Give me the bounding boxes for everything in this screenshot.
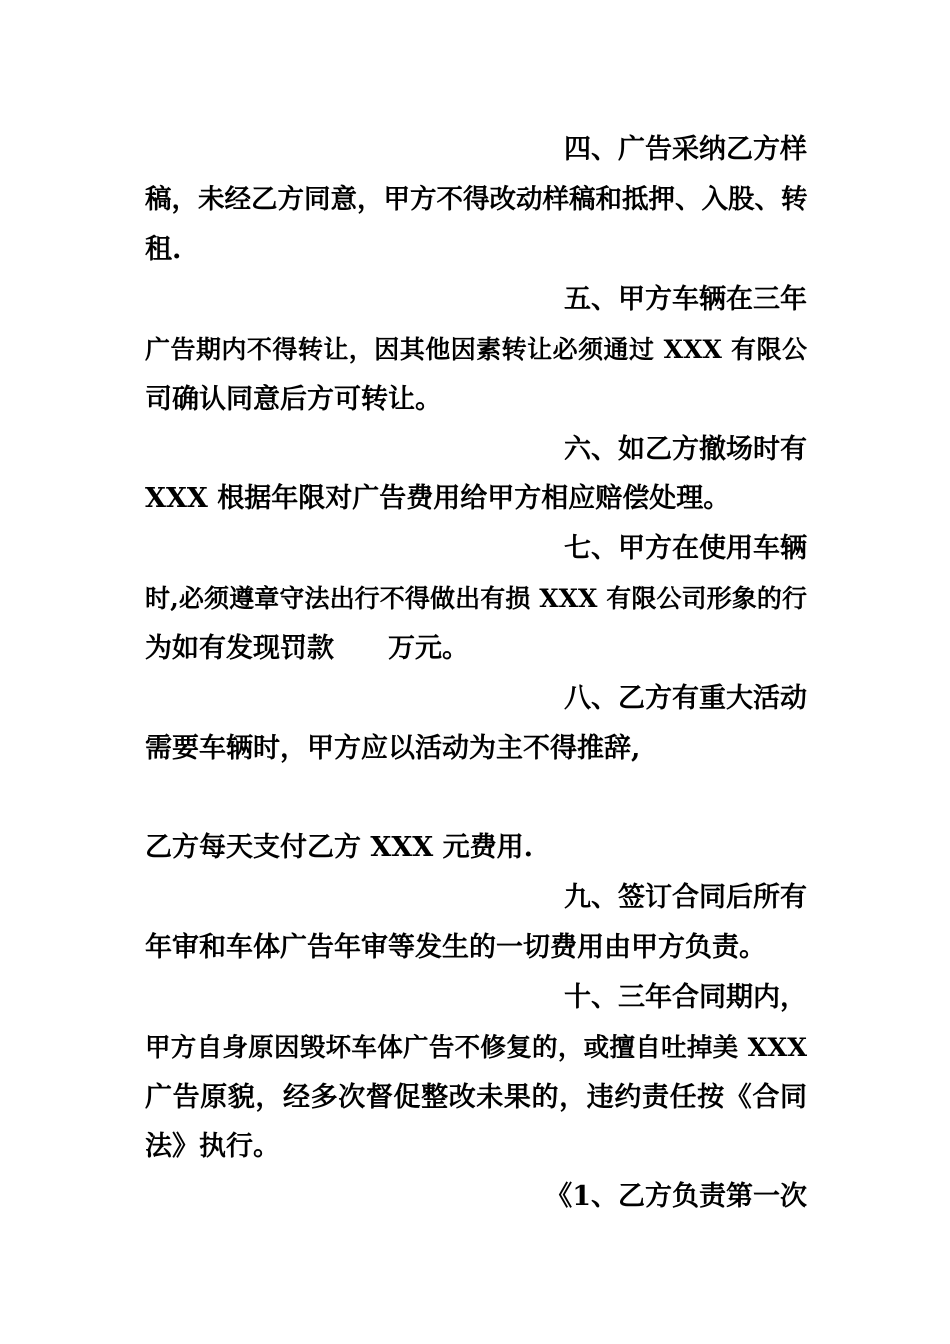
clause-8-text-line-2: 乙方每天支付乙方 XXX 元费用. xyxy=(145,832,534,863)
clause-10-heading: 十、三年合同期内， xyxy=(564,982,807,1013)
clause-6-text-line-1: XXX 根据年限对广告费用给甲方相应赔偿处理。 xyxy=(145,483,731,514)
clause-4-text-line-1: 稿，未经乙方同意，甲方不得改动样稿和抵押、入股、转 xyxy=(145,184,808,215)
clause-5-text-line-1: 广告期内不得转让，因其他因素转让必须通过 XXX 有限公 xyxy=(145,335,807,364)
clause-6-heading: 六、如乙方撤场时有 xyxy=(564,434,807,465)
clause-7-text-line-1: 时,必须遵章守法出行不得做出有损 XXX 有限公司形象的行 xyxy=(145,584,807,613)
clause-8-heading: 八、乙方有重大活动 xyxy=(564,683,807,714)
clause-7-text-line-2: 为如有发现罚款 万元。 xyxy=(145,633,469,664)
sub-clause-1-heading: 《1、乙方负责第一次 xyxy=(545,1181,807,1212)
clause-8-text-line-1: 需要车辆时，甲方应以活动为主不得推辞, xyxy=(145,733,641,764)
clause-10-text-line-3: 法》执行。 xyxy=(145,1131,280,1162)
clause-10-text-line-2: 广告原貌，经多次督促整改未果的，违约责任按《合同 xyxy=(145,1082,807,1113)
clause-7-heading: 七、甲方在使用车辆 xyxy=(564,533,807,564)
clause-5-heading: 五、甲方车辆在三年 xyxy=(564,284,807,315)
clause-9-text-line-1: 年审和车体广告年审等发生的一切费用由甲方负责。 xyxy=(145,932,766,963)
clause-9-heading: 九、签订合同后所有 xyxy=(564,882,807,913)
clause-4-text-line-2: 租. xyxy=(145,234,182,265)
clause-4-heading: 四、广告采纳乙方样 xyxy=(564,134,807,165)
clause-5-text-line-2: 司确认同意后方可转让。 xyxy=(145,384,442,415)
clause-10-text-line-1: 甲方自身原因毁坏车体广告不修复的，或擅自吐掉美 XXX xyxy=(145,1033,807,1063)
